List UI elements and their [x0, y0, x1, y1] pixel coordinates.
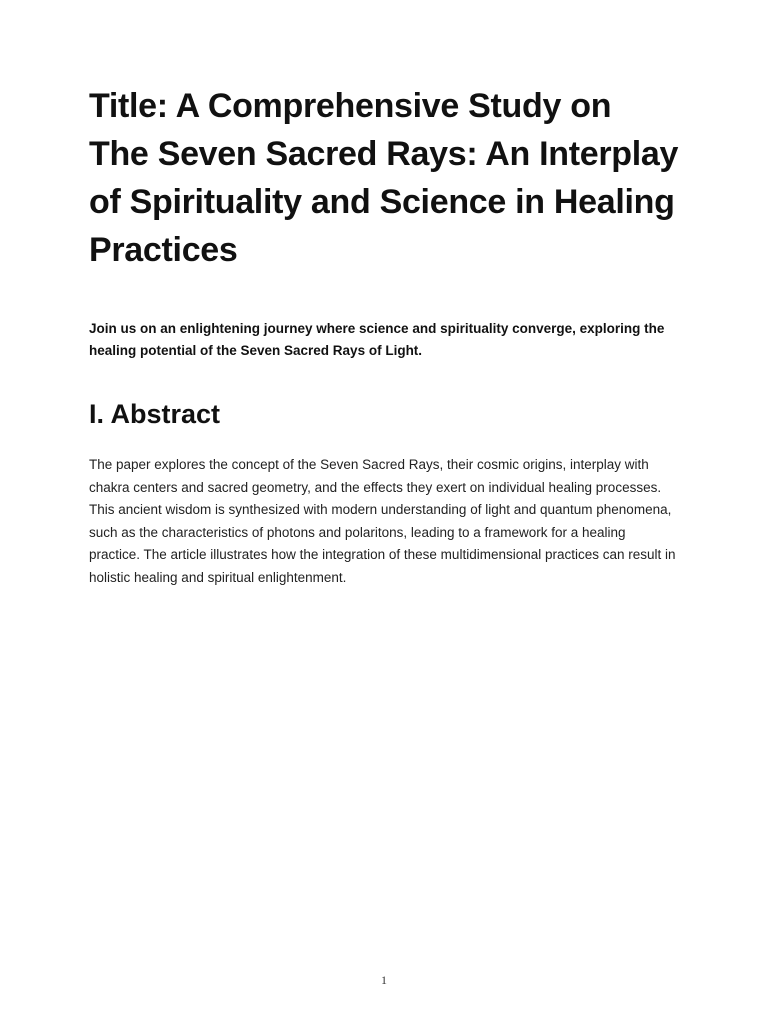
document-title: Title: A Comprehensive Study on The Seven Sacred Rays: An Interplay of Spirituality and Science in Healing Practices: [89, 87, 679, 269]
page-number: 1: [381, 973, 387, 987]
document-subtitle: Join us on an enlightening journey where science and spirituality converge, exploring the healing potential of the Seven Sacred Rays of Light.: [89, 321, 665, 358]
abstract-heading: I. Abstract: [89, 399, 221, 429]
page-content: [89, 82, 679, 589]
abstract-section: [89, 396, 679, 589]
abstract-body: The paper explores the concept of the Seven Sacred Rays, their cosmic origins, interplay with chakra centers and sacred geometry, and the effects they exert on individual healing processes. This ancient wisdom is synthesized with modern understanding of light and quantum phenomena, such as the characteristics of photons and polaritons, leading to a framework for a healing practice. The article illustrates how the integration of these multidimensional practices can result in holistic healing and spiritual enlightenment.: [89, 457, 676, 585]
